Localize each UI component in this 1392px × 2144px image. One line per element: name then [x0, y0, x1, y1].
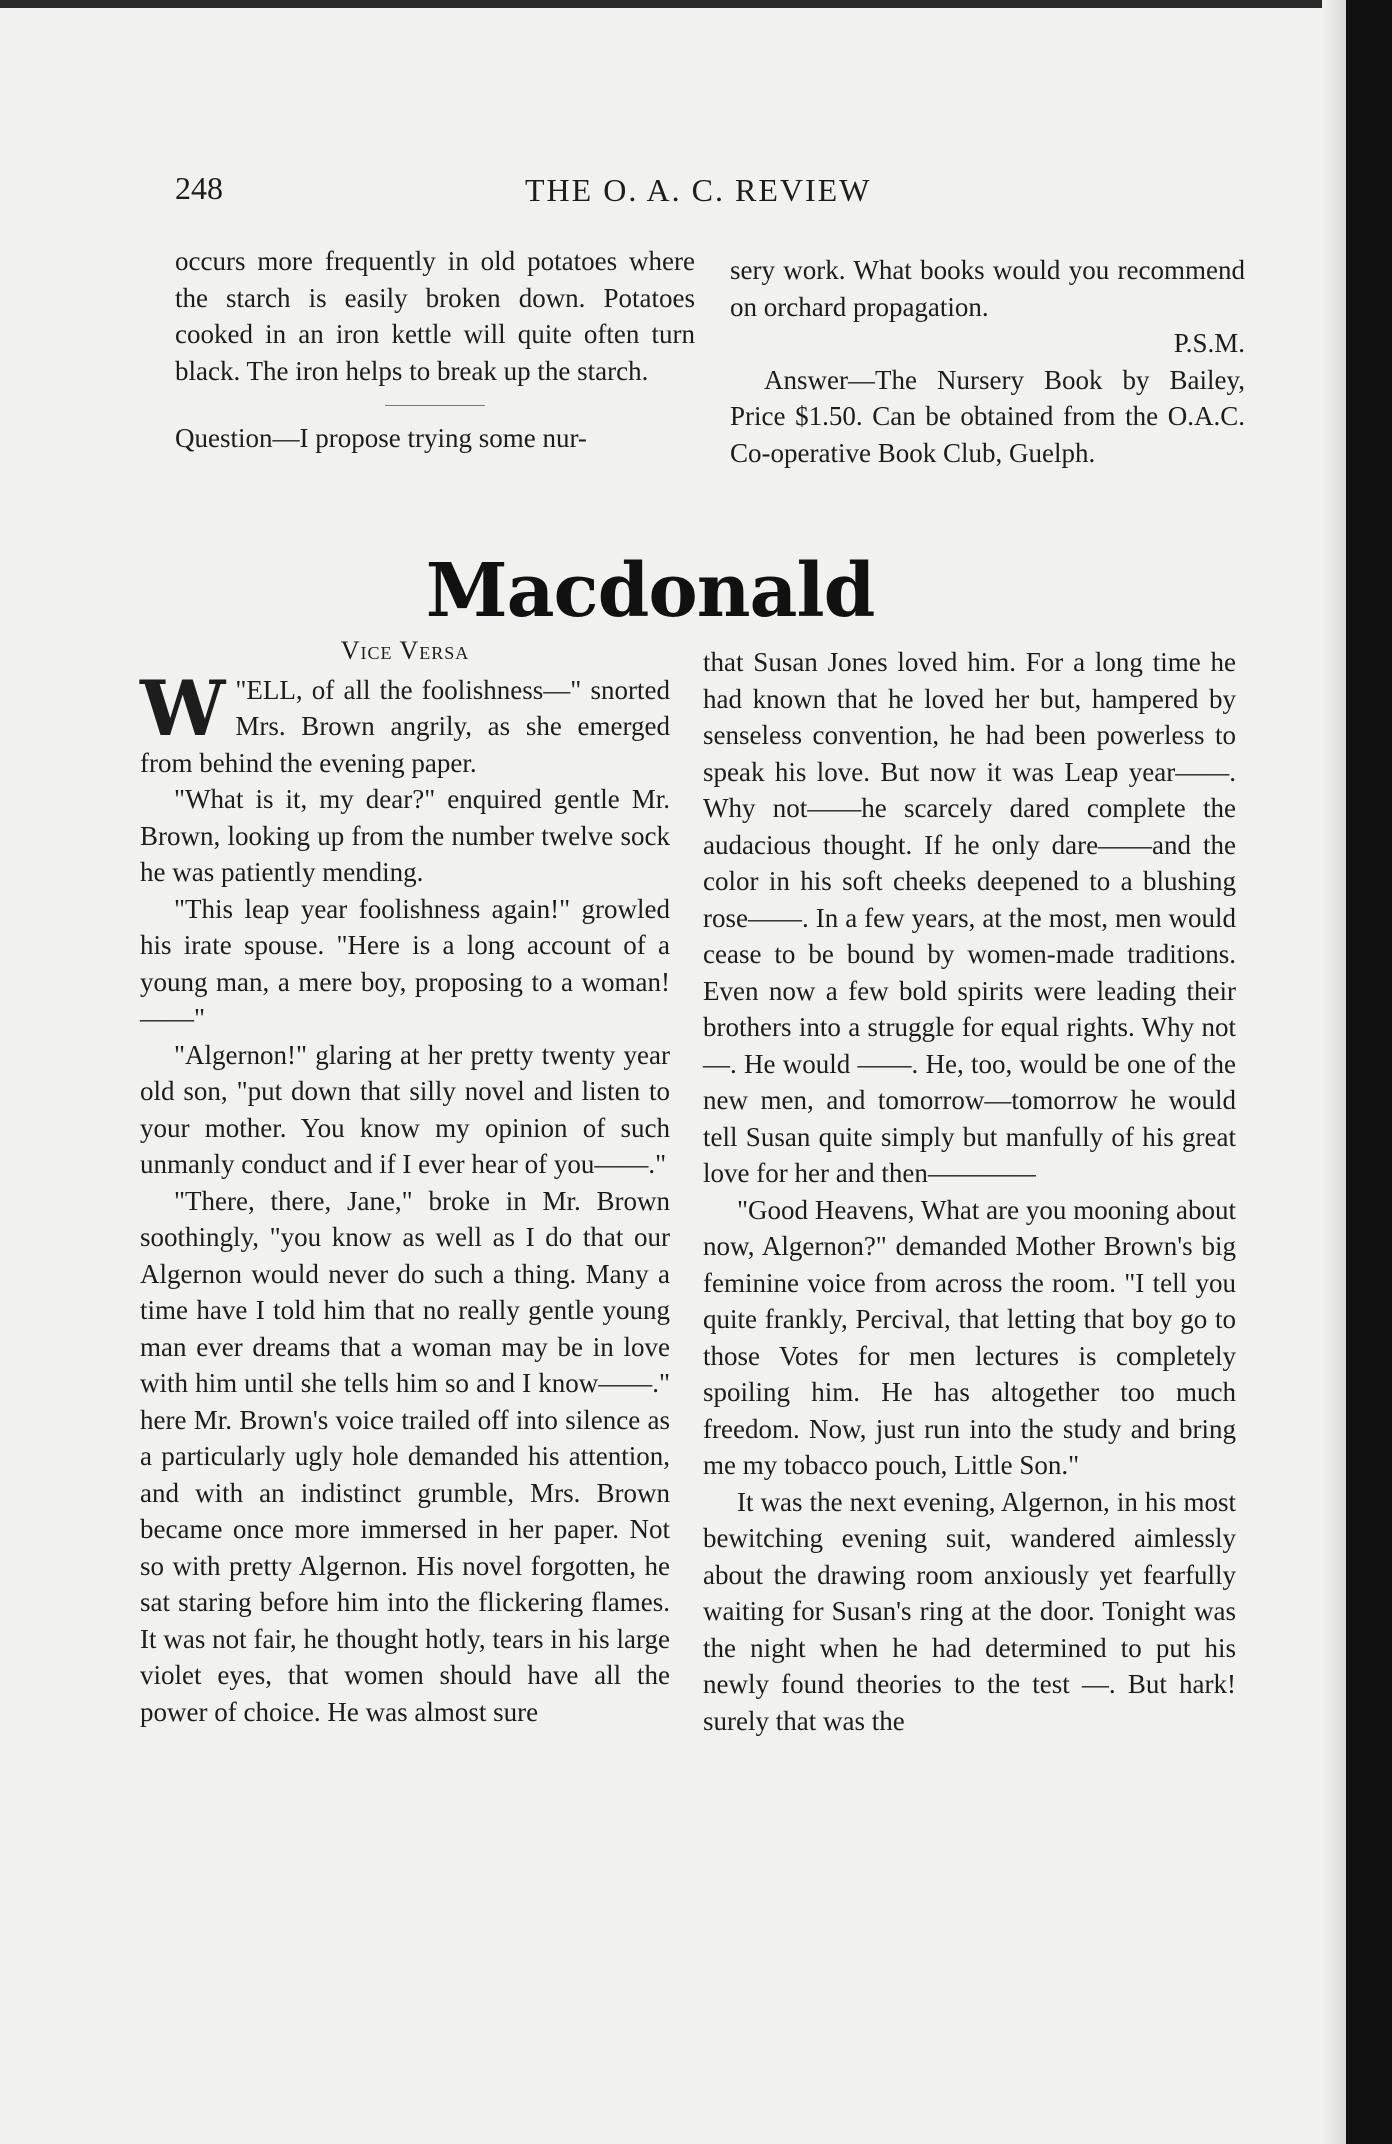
drop-cap: W — [140, 663, 226, 753]
paragraph: "What is it, my dear?" enquired gentle Mr. Brown, looking up from the number twelve sock he was patiently mending. — [140, 784, 670, 887]
paragraph: "Good Heavens, What are you mooning about now, Algernon?" demanded Mother Brown's big feminine voice from across the room. "I tell you quite frankly, Percival, that letting that boy go to those Votes for men lectures is completely spoiling him. He has altogether too much freedom. Now, just run into the study and bring me my tobacco pouch, Little Son." — [703, 1194, 1236, 1480]
paragraph-question: Question—I propose trying some nur- — [175, 423, 587, 453]
top-right-column — [730, 252, 1245, 471]
article-title: Vice Versa — [340, 636, 470, 665]
signature-initials: P.S.M. — [1173, 328, 1245, 358]
first-paragraph-block — [140, 663, 670, 782]
journal-title: THE O. A. C. REVIEW — [525, 172, 872, 208]
scan-top-edge — [0, 0, 1392, 8]
page-number: 248 — [175, 170, 223, 206]
paragraph-continued: that Susan Jones loved him. For a long time he had known that he loved her but, hampered by senseless convention, he had been powerless to speak his love. But now it was Leap year——. Why not——he scarcely dared complete the audacious thought. If he only dare——and the color in his soft cheeks deepened to a blushing rose——. In a few years, at the most, men would cease to be bound by women-made traditions. Even now a few bold spirits were leading their brothers into a struggle for equal rights. Why not—. He would ——. He, too, would be one of the new men, and tomorrow—tomorrow he would tell Susan quite simply but manfully of his great love for her and then———— — [703, 647, 1236, 1188]
section-divider — [385, 405, 485, 406]
section-title: Macdonald — [425, 548, 875, 634]
top-left-column — [175, 243, 695, 457]
paragraph-answer: Answer—The Nursery Book by Bailey, Price $1.50. Can be obtained from the O.A.C. Co-operative Book Club, Guelph. — [730, 364, 1245, 468]
page-fold-shadow — [1322, 0, 1346, 2144]
article-left-column — [140, 633, 670, 1730]
paragraph-question-continued: sery work. What books would you recommend on orchard propagation. — [730, 255, 1245, 322]
scan-right-edge — [1346, 0, 1392, 2144]
paragraph: "This leap year foolishness again!" growled his irate spouse. "Here is a long account of a young man, a mere boy, proposing to a woman!——" — [140, 893, 670, 1033]
paragraph: It was the next evening, Algernon, in his most bewitching evening suit, wandered aimlessly about the drawing room anxiously yet fearfully waiting for Susan's ring at the door. Tonight was the night when he had determined to put his newly found theories to the test —. But hark! surely that was the — [703, 1486, 1236, 1736]
paragraph-opening: "ELL, of all the foolishness—" snorted Mrs. Brown angrily, as she emerged from behind the evening paper. — [140, 674, 670, 778]
paragraph-potatoes: occurs more frequently in old potatoes where the starch is easily broken down. Potatoes cooked in an iron kettle will quite often turn black. The iron helps to break up the starch. — [175, 246, 695, 386]
paragraph: "Algernon!" glaring at her pretty twenty year old son, "put down that silly novel and listen to your mother. You know my opinion of such unmanly conduct and if I ever hear of you——." — [140, 1039, 670, 1179]
running-header — [175, 170, 1275, 220]
article-right-column — [703, 644, 1236, 1739]
paragraph: "There, there, Jane," broke in Mr. Brown soothingly, "you know as well as I do that our Algernon would never do such a thing. Many a time have I told him that no really gentle young man ever dreams that a woman may be in love with him until she tells him so and I know——." here Mr. Brown's voice trailed off into silence as a particularly ugly hole demanded his attention, and with an indistinct grumble, Mrs. Brown became once more immersed in her paper. Not so with pretty Algernon. His novel forgotten, he sat staring before him into the flickering flames. It was not fair, he thought hotly, tears in his large violet eyes, that women should have all the power of choice. He was almost sure — [140, 1185, 670, 1727]
